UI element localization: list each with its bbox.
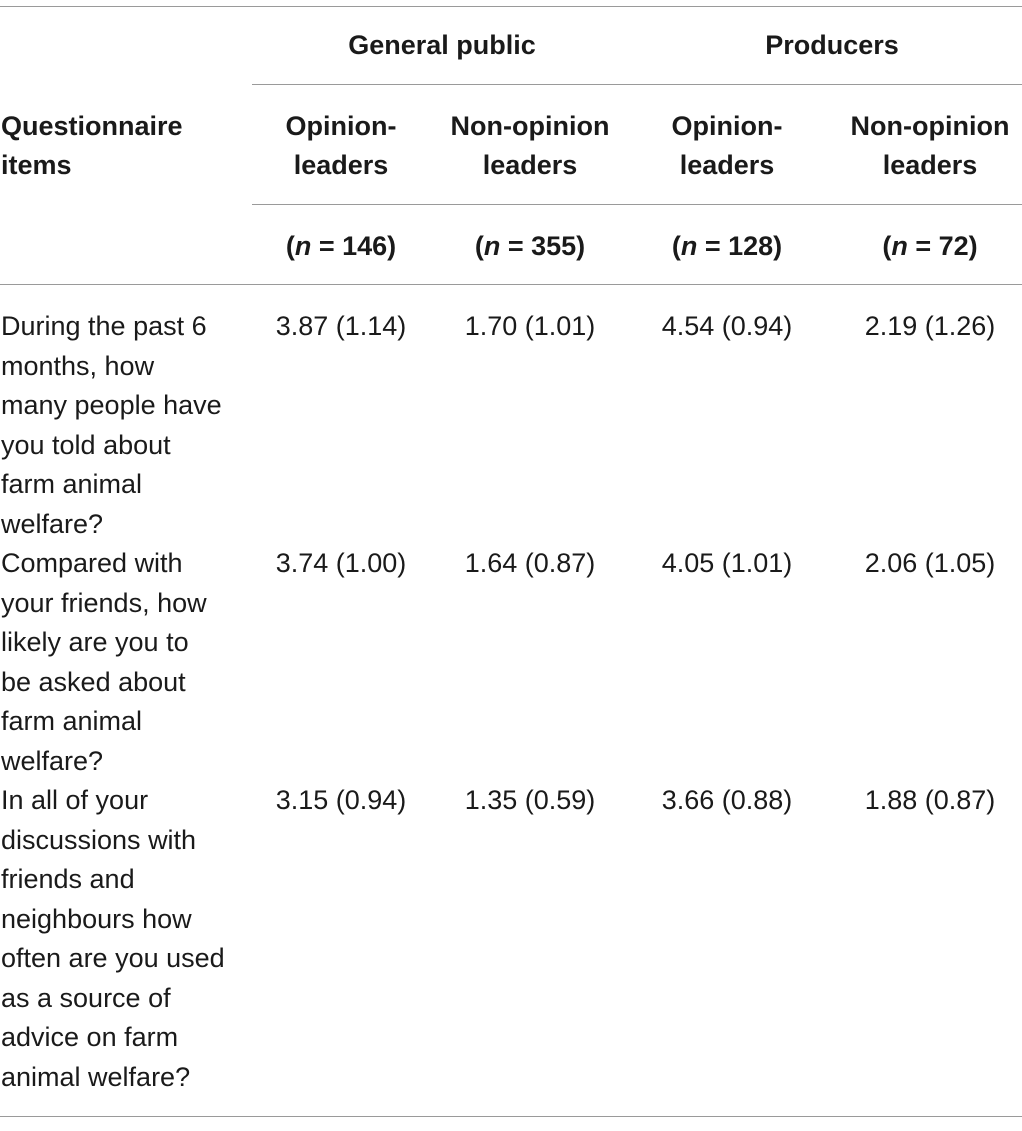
row-3-value-2: 3.66 (0.88) (661, 785, 793, 815)
column-header-prod-opinion-leaders: Opinion- leaders (671, 111, 783, 180)
column-header-gp-non-opinion-leaders: Non-opinion leaders (450, 111, 610, 180)
row-1-item: During the past 6 months, how many people have you told about farm animal welfare? (1, 311, 222, 539)
row-3-value-3: 1.88 (0.87) (864, 785, 996, 815)
column-header-gp-opinion-leaders: Opinion- leaders (285, 111, 397, 180)
n-header-3: (n = 72) (882, 231, 978, 261)
bottom-rule (0, 1116, 1022, 1117)
group-header-general-public: General public (348, 30, 536, 60)
column-header-rule (252, 204, 1022, 205)
row-3-value-0: 3.15 (0.94) (275, 785, 407, 815)
top-rule (0, 6, 1022, 7)
group-rule (252, 84, 1022, 85)
group-header-producers: Producers (765, 30, 899, 60)
row-2-value-3: 2.06 (1.05) (864, 548, 996, 578)
row-2-value-1: 1.64 (0.87) (464, 548, 596, 578)
header-bottom-rule (0, 284, 1022, 285)
row-1-value-3: 2.19 (1.26) (864, 311, 996, 341)
n-header-0: (n = 146) (285, 231, 397, 261)
row-1-value-0: 3.87 (1.14) (275, 311, 407, 341)
n-header-1: (n = 355) (474, 231, 586, 261)
stub-header: Questionnaire items (1, 111, 183, 180)
n-header-2: (n = 128) (671, 231, 783, 261)
row-1-value-2: 4.54 (0.94) (661, 311, 793, 341)
row-3-item: In all of your discussions with friends and neighbours how often are you used as a source of advice on farm animal welfare? (1, 785, 225, 1092)
row-2-value-0: 3.74 (1.00) (275, 548, 407, 578)
row-3-value-1: 1.35 (0.59) (464, 785, 596, 815)
column-header-prod-non-opinion-leaders: Non-opinion leaders (850, 111, 1010, 180)
row-2-item: Compared with your friends, how likely are you to be asked about farm animal welfare? (1, 548, 207, 776)
row-1-value-1: 1.70 (1.01) (464, 311, 596, 341)
row-2-value-2: 4.05 (1.01) (661, 548, 793, 578)
